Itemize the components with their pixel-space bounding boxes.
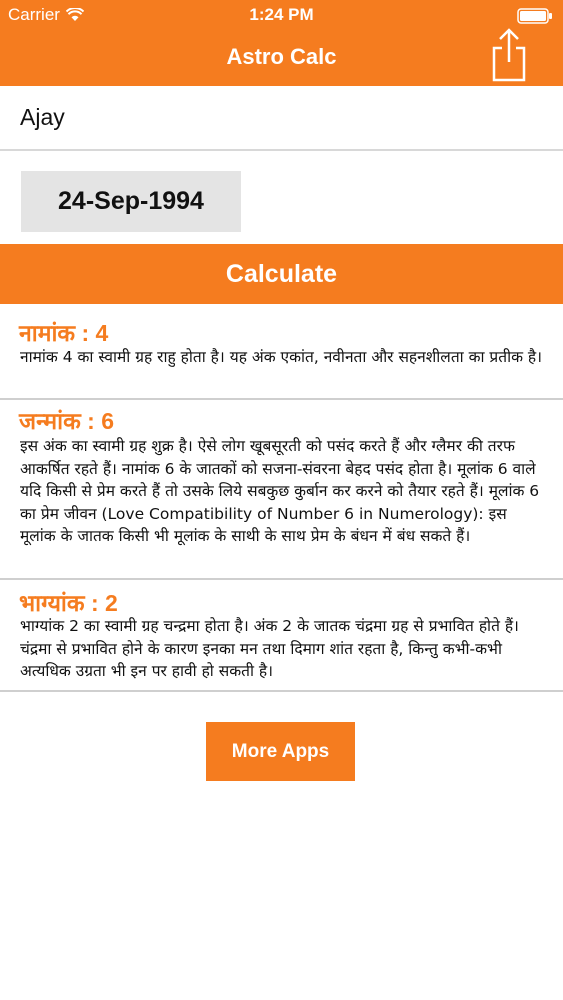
app-title: Astro Calc: [226, 44, 337, 69]
more-apps-button[interactable]: More Apps: [206, 722, 355, 781]
carrier-label: Carrier: [8, 5, 60, 24]
result-text: नामांक 4 का स्वामी ग्रह राहु होता है। यह अंक एकांत, नवीनता और सहनशीलता का प्रतीक है।: [20, 348, 543, 366]
name-field-row: [0, 86, 563, 151]
status-bar: [0, 0, 563, 30]
status-time: 1:24 PM: [249, 5, 314, 24]
name-input[interactable]: [20, 104, 540, 131]
result-heading: भाग्यांक : 2: [19, 590, 118, 616]
result-text: भाग्यांक 2 का स्वामी ग्रह चन्द्रमा होता है। अंक 2 के जातक चंद्रमा ग्रह से प्रभावित होते हैं। चंद्रमा से प्रभावित होने के कारण इनका मन तथा दिमाग शांत रहता है, किन्तु कभी-कभी अत्यधिक उग्रता भी इन पर हावी हो सकती है।: [20, 617, 519, 680]
result-janmank: [0, 400, 563, 580]
result-heading: जन्मांक : 6: [19, 408, 114, 434]
result-bhagyank: [0, 580, 563, 692]
date-picker-button[interactable]: 24-Sep-1994: [21, 171, 241, 232]
battery-icon: [517, 8, 553, 24]
app-header: [0, 0, 563, 86]
result-heading: नामांक : 4: [19, 320, 109, 346]
result-namank: [0, 304, 563, 400]
share-icon[interactable]: [489, 26, 529, 82]
result-text: इस अंक का स्वामी ग्रह शुक्र है। ऐसे लोग खूबसूरती को पसंद करते हैं और ग्लैमर की तरफ आकर्षित रहते हैं। नामांक 6 के जातकों को सजना-संवरना बेहद पसंद होता है। मूलांक 6 वाले यदि किसी से प्रेम करते हैं तो उसके लिये सबकुछ कुर्बान कर करने को तैयार रहते हैं। मूलांक 6 का प्रेम जीवन (Love Compatibility of Number 6 in Numerology): इस मूलांक के जातक किसी भी मूलांक के साथी के साथ प्रेम के बंधन में बंध सकते हैं।: [20, 437, 540, 545]
calculate-button[interactable]: Calculate: [0, 244, 563, 304]
